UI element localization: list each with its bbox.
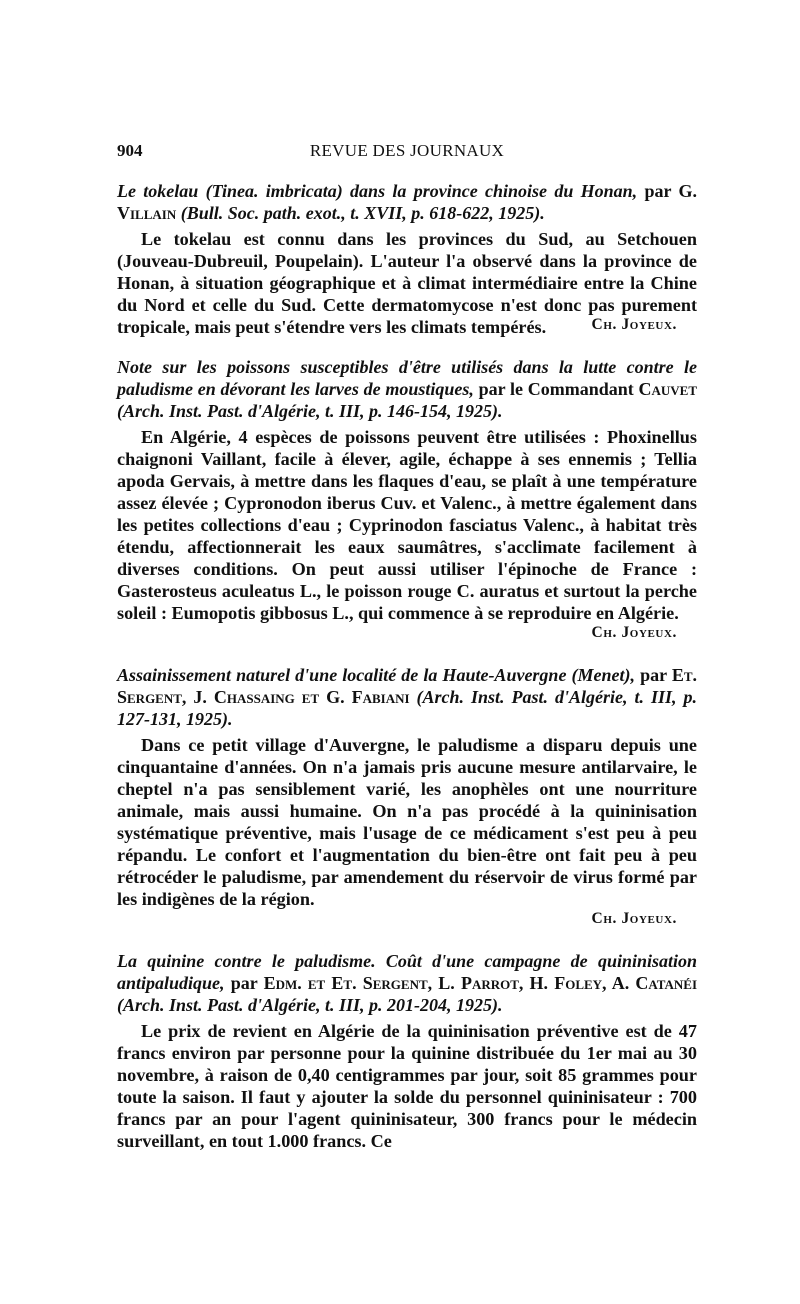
- article-author: Edm. et Et. Sergent, L. Parrot, H. Foley, A. Catanéi: [263, 973, 698, 993]
- article-assainissement: [117, 664, 697, 928]
- article-citation: (Bull. Soc. path. exot., t. XVII, p. 618-622, 1925).: [180, 203, 545, 223]
- article-poissons: [117, 356, 697, 642]
- article-paragraph: En Algérie, 4 espèces de poissons peuvent être utilisées : Phoxinellus chaignoni Vaillant, facile à élever, agile, échappe à ses ennemis ; Tellia apoda Gervais, à mettre dans les flaques d'eau, se plaît à une température assez élevée ; Cypronodon iberus Cuv. et Valenc., à mettre également dans les petites collections d'eau ; Cyprinodon fasciatus Valenc., à habitat très étendu, affectionnerait les eaux saumâtres, s'acclimate facilement à diverses conditions. On peut aussi utiliser l'épinoche de France : Gasterosteus aculeatus L., le poisson rouge C. auratus et surtout la perche soleil : Eumopotis gibbosus L., qui commence à se reproduire en Algérie.: [117, 427, 697, 623]
- article-title: Le tokelau (Tinea. imbricata) dans la province chinoise du Honan,: [117, 181, 638, 201]
- running-title: REVUE DES JOURNAUX: [309, 141, 505, 160]
- article-authors-prefix: par: [640, 665, 667, 685]
- page-number: 904: [117, 141, 143, 160]
- article-citation: (Arch. Inst. Past. d'Algérie, t. III, p. 127-131, 1925).: [117, 687, 698, 729]
- article-body: [117, 426, 697, 624]
- article-signature: Ch. Joyeux.: [591, 316, 677, 333]
- article-authors-prefix: par: [230, 973, 258, 993]
- page-header: [117, 141, 697, 165]
- article-tokelau: [117, 180, 698, 337]
- article-authors-prefix: par G.: [644, 181, 698, 201]
- article-paragraph: Le prix de revient en Algérie de la quininisation préventive est de 47 francs environ par personne pour la quinine distribuée du 1er mai au 30 novembre, à raison de 0,40 centigrammes par jour, soit 85 grammes pour toute la saison. Il faut y ajouter la solde du personnel quininisateur : 700 francs par an pour l'agent quininisateur, 300 francs pour le médecin surveillant, en tout 1.000 francs. Ce: [117, 1021, 697, 1151]
- article-title: La quinine contre le paludisme. Coût d'une campagne de quininisation antipaludique,: [117, 951, 697, 993]
- article-paragraph: Le tokelau est connu dans les provinces du Sud, au Setchouen (Jouveau-Dubreuil, Poupelain). L'auteur l'a observé dans la province de Honan, à situation géographique et à climat intermédiaire entre la Chine du Nord et celle du Sud. Cette dermatomycose n'est donc pas purement tropicale, mais peut s'étendre vers les climats tempérés.: [117, 229, 697, 337]
- article-signature: Ch. Joyeux.: [591, 624, 677, 641]
- article-authors-prefix: par le Commandant: [478, 379, 634, 399]
- article-author: Villain: [117, 203, 177, 223]
- article-reference: [117, 664, 697, 730]
- article-reference: [117, 356, 697, 422]
- article-author: Et. Sergent, J. Chassaing et G. Fabiani: [117, 665, 698, 707]
- article-quinine: [117, 950, 697, 1152]
- article-author: Cauvet: [638, 379, 698, 399]
- article-citation: (Arch. Inst. Past. d'Algérie, t. III, p. 146-154, 1925).: [117, 401, 503, 421]
- article-title: Assainissement naturel d'une localité de la Haute-Auvergne (Menet),: [117, 665, 635, 685]
- text-column: [117, 180, 697, 1174]
- article-citation: (Arch. Inst. Past. d'Algérie, t. III, p. 201-204, 1925).: [117, 995, 503, 1015]
- article-signature: Ch. Joyeux.: [591, 910, 677, 927]
- article-reference: [117, 950, 697, 1016]
- article-paragraph: Dans ce petit village d'Auvergne, le paludisme a disparu depuis une cinquantaine d'années. On n'a jamais pris aucune mesure antilarvaire, le cheptel n'a pas sensiblement varié, les anophèles ont une nourriture animale, mais aussi humaine. On n'a pas procédé à la quininisation systématique préventive, mais l'usage de ce médicament s'est peu à peu répandu. Le confort et l'augmentation du bien-être ont fait peu à peu rétrocéder le paludisme, par amendement du réservoir de virus formé par les indigènes de la région.: [117, 735, 697, 909]
- article-reference: [117, 180, 697, 224]
- article-body: [117, 734, 697, 910]
- article-body: [117, 1020, 697, 1152]
- article-title: Note sur les poissons susceptibles d'être utilisés dans la lutte contre le paludisme en dévorant les larves de moustiques,: [117, 357, 697, 399]
